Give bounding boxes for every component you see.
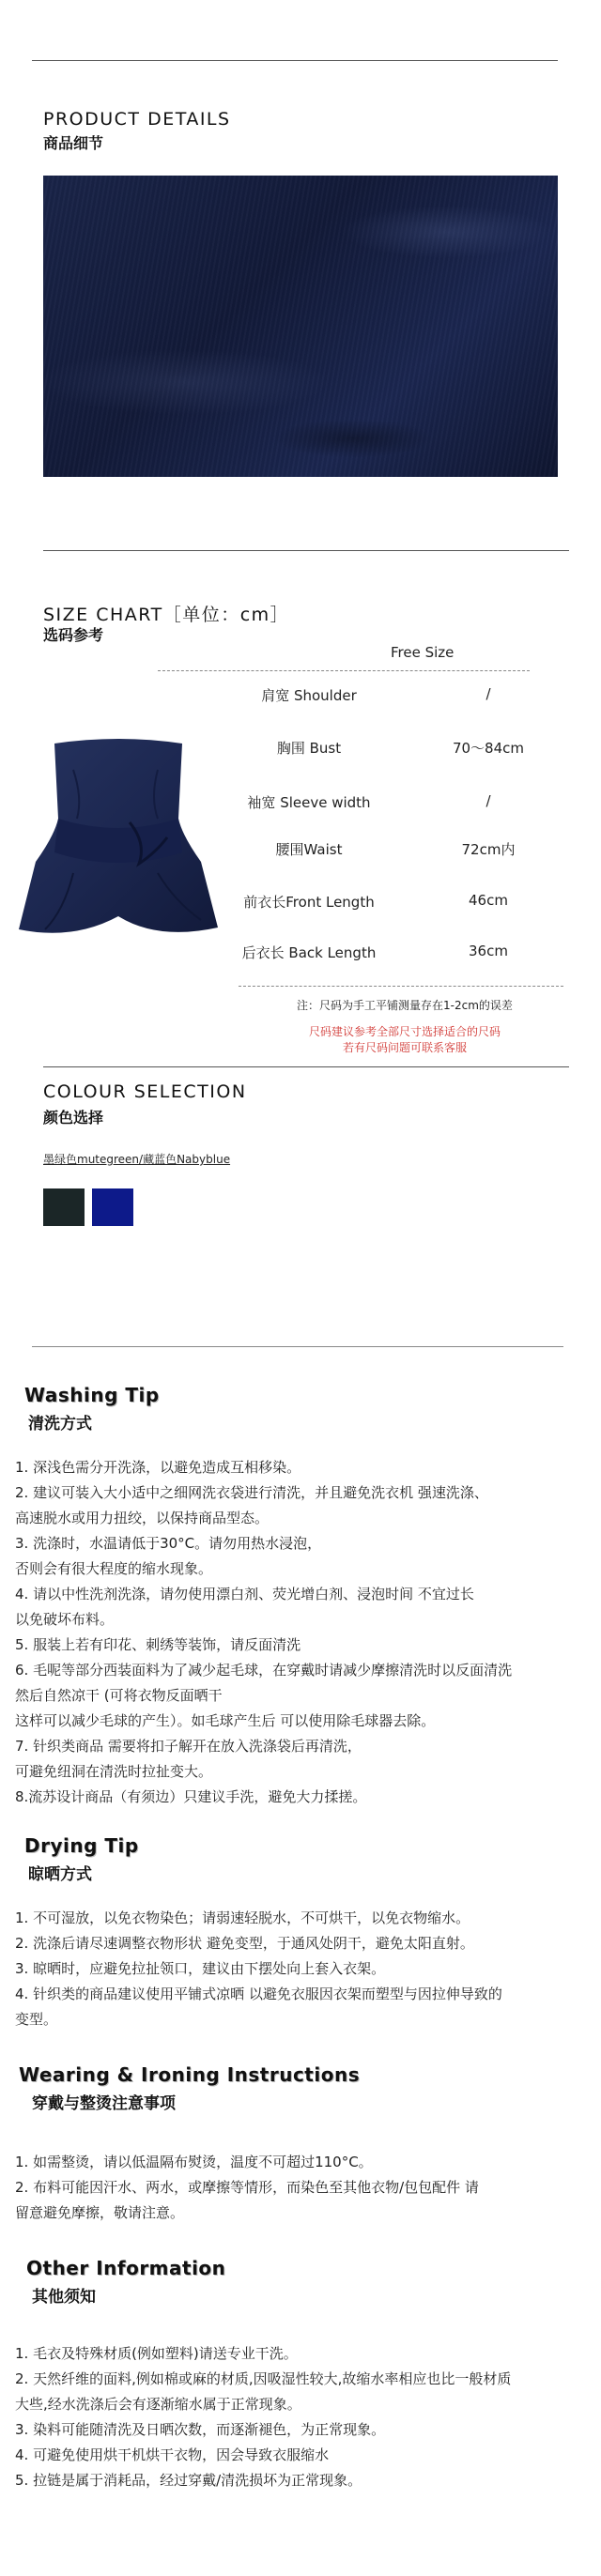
list-item: 1. 毛衣及特殊材质(例如塑料)请送专业干洗。 — [15, 2345, 298, 2362]
size-header-rule — [158, 670, 530, 671]
list-item: 以免破坏布料。 — [15, 1611, 115, 1628]
list-item: 然后自然凉干 (可将衣物反面晒干 — [15, 1687, 223, 1704]
list-item: 8.流苏设计商品（有须边）只建议手洗，避免大力揉搓。 — [15, 1788, 367, 1805]
list-item: 1. 如需整烫，请以低温隔布熨烫，温度不可超过110°C。 — [15, 2154, 373, 2170]
list-item: 2. 建议可装入大小适中之细网洗衣袋进行清洗，并且避免洗衣机 强速洗涤、 — [15, 1484, 488, 1501]
list-item: 2. 洗涤后请尽速调整衣物形状 避免变型，于通风处阴干，避免太阳直射。 — [15, 1935, 474, 1952]
size-chart-title: SIZE CHART［单位：cm］ — [43, 605, 290, 625]
washing-title: Washing Tip — [24, 1384, 160, 1406]
list-item: 留意避免摩擦，敬请注意。 — [15, 2204, 185, 2221]
other-list — [15, 2341, 590, 2493]
swatch-mutegreen[interactable] — [43, 1188, 85, 1226]
list-item: 4. 可避免使用烘干机烘干衣物，因会导致衣服缩水 — [15, 2446, 330, 2463]
washing-subtitle: 清洗方式 — [28, 1415, 92, 1434]
size-advice-line2: 若有尺码问题可联系客服 — [342, 1041, 467, 1054]
size-row-value: 46cm — [469, 892, 508, 909]
colour-divider — [43, 1066, 569, 1067]
colour-subtitle: 颜色选择 — [43, 1109, 104, 1127]
size-row-label: 腰围Waist — [275, 841, 343, 858]
list-item: 大些,经水洗涤后会有逐渐缩水属于正常现象。 — [15, 2396, 301, 2413]
list-item: 1. 深浅色需分开洗涤，以避免造成互相移染。 — [15, 1459, 301, 1476]
list-item: 1. 不可湿放，以免衣物染色；请弱速轻脱水，不可烘干，以免衣物缩水。 — [15, 1909, 470, 1926]
list-item: 5. 服装上若有印花、刺绣等装饰，请反面清洗 — [15, 1636, 301, 1653]
size-row-label: 袖宽 Sleeve width — [247, 794, 371, 811]
drying-list — [15, 1906, 590, 2032]
list-item: 6. 毛呢等部分西装面料为了减少起毛球，在穿戴时请减少摩擦清洗时以反面清洗 — [15, 1662, 513, 1679]
size-footer-rule — [239, 986, 563, 987]
other-title: Other Information — [26, 2257, 226, 2279]
list-item: 2. 布料可能因汗水、两水，或摩擦等情形，而染色至其他衣物/包包配件 请 — [15, 2179, 479, 2196]
size-row-value: 70～84cm — [452, 740, 525, 757]
size-row-value: 72cm内 — [461, 841, 516, 858]
list-item: 否则会有很大程度的缩水现象。 — [15, 1560, 213, 1577]
size-row-value: / — [485, 792, 491, 809]
product-details-title: PRODUCT DETAILS — [43, 109, 231, 130]
size-note: 注：尺码为手工平铺测量存在1-2cm的误差 — [297, 999, 513, 1012]
other-subtitle: 其他须知 — [32, 2288, 96, 2307]
size-chart-subtitle: 选码参考 — [43, 626, 104, 644]
list-item: 3. 晾晒时，应避免拉扯领口，建议由下摆处向上套入衣架。 — [15, 1960, 386, 1977]
care-divider — [32, 1346, 563, 1347]
swatch-nabyblue[interactable] — [92, 1188, 133, 1226]
size-row-value: / — [485, 685, 491, 702]
drying-title: Drying Tip — [24, 1834, 139, 1857]
size-row-label: 胸围 Bust — [276, 740, 342, 757]
list-item: 5. 拉链是属于消耗品，经过穿戴/清洗损坏为正常现象。 — [15, 2472, 362, 2489]
colour-title: COLOUR SELECTION — [43, 1081, 247, 1102]
garment-photo — [17, 732, 220, 944]
list-item: 4. 针织类的商品建议使用平铺式凉晒 以避免衣服因衣架而塑型与因拉伸导致的 — [15, 1986, 502, 2002]
list-item: 这样可以减少毛球的产生）。如毛球产生后 可以使用除毛球器去除。 — [15, 1712, 436, 1729]
product-details-subtitle: 商品细节 — [43, 134, 104, 152]
fabric-detail-image — [43, 176, 558, 477]
list-item: 2. 天然纤维的面料,例如棉或麻的材质,因吸湿性较大,故缩水率相应也比一般材质 — [15, 2370, 512, 2387]
size-advice-line1: 尺码建议参考全部尺寸选择适合的尺码 — [308, 1025, 501, 1038]
size-row-value: 36cm — [469, 943, 508, 959]
list-item: 可避免纽洞在清洗时拉扯变大。 — [15, 1763, 213, 1780]
size-row-label: 前衣长Front Length — [243, 894, 375, 911]
list-item: 3. 染料可能随清洗及日晒次数，而逐渐褪色，为正常现象。 — [15, 2421, 386, 2438]
list-item: 4. 请以中性洗剂洗涤，请勿使用漂白剂、荧光增白剂、浸泡时间 不宜过长 — [15, 1586, 474, 1602]
wearing-title: Wearing & Ironing Instructions — [19, 2063, 361, 2086]
top-divider — [32, 60, 558, 61]
wearing-subtitle: 穿戴与整烫注意事项 — [32, 2094, 176, 2113]
wearing-list — [15, 2150, 590, 2226]
list-item: 变型。 — [15, 2011, 58, 2028]
colour-caption: 墨绿色mutegreen/藏蓝色Nabyblue — [43, 1153, 231, 1166]
size-chart-divider — [43, 550, 569, 551]
list-item: 3. 洗涤时，水温请低于30°C。请勿用热水浸泡， — [15, 1535, 322, 1552]
size-row-label: 肩宽 Shoulder — [261, 687, 357, 704]
size-row-label: 后衣长 Back Length — [241, 944, 377, 961]
drying-subtitle: 晾晒方式 — [28, 1865, 92, 1884]
washing-list — [15, 1455, 590, 1810]
list-item: 高速脱水或用力扭绞，以保持商品型态。 — [15, 1510, 270, 1526]
size-column-header: Free Size — [391, 644, 455, 661]
list-item: 7. 针织类商品 需要将扣子解开在放入洗涤袋后再清洗， — [15, 1738, 362, 1755]
